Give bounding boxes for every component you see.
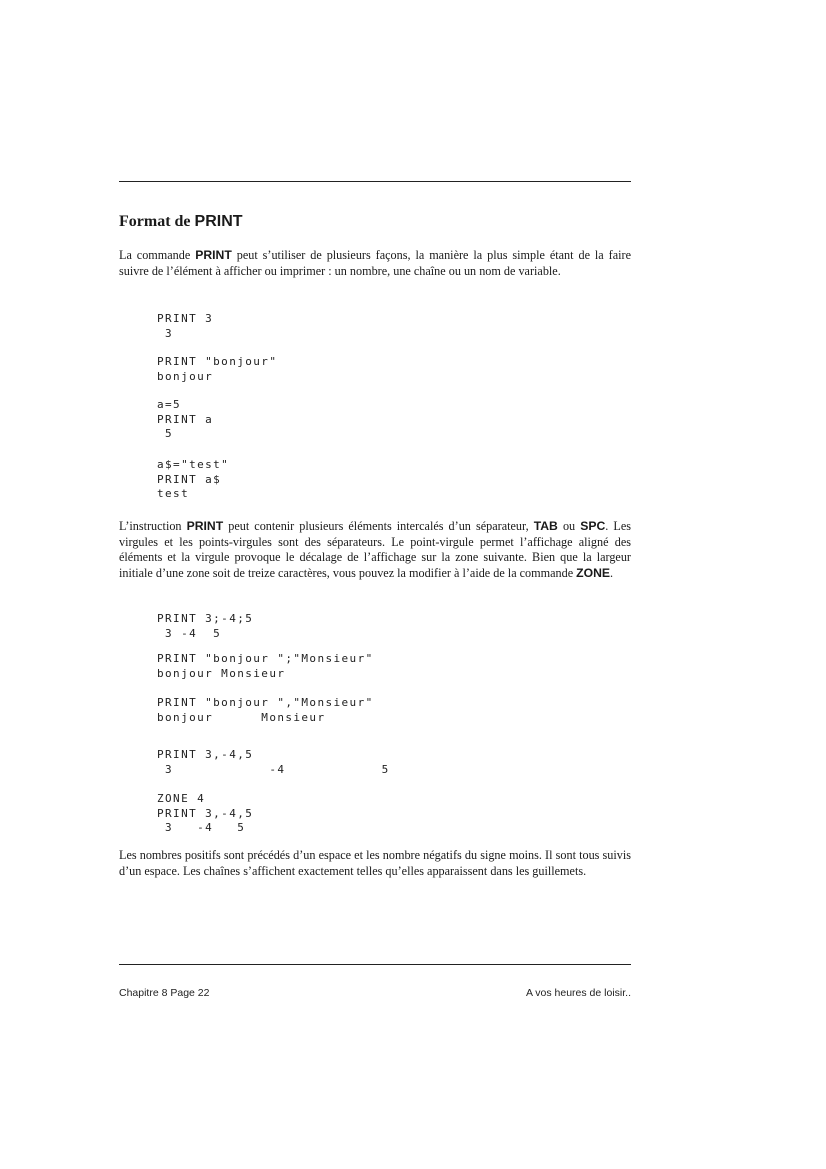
text-run: La commande bbox=[119, 248, 196, 262]
section-heading bbox=[119, 213, 243, 231]
code-line: a=5 bbox=[157, 398, 182, 411]
code-example bbox=[157, 355, 277, 384]
code-line: PRINT "bonjour" bbox=[157, 355, 278, 368]
keyword-print: PRINT bbox=[195, 248, 232, 262]
text-run: . Les virgules et les points-virgules sont des séparateurs. Le point-virgule permet l’affichage aligné des éléments et la virgule provoque le décalage de l’affichage sur la zone suivante. Bien que la largeur initiale d’une zone soit de treize caractères, vous pouvez la modifier à l’aide de la commande bbox=[119, 519, 632, 580]
code-output: 3 -4 5 bbox=[157, 762, 390, 776]
heading-keyword: PRINT bbox=[194, 213, 243, 230]
bottom-rule bbox=[119, 964, 631, 965]
text-run: . bbox=[610, 565, 614, 580]
footer-chapter-page: Chapitre 8 Page 22 bbox=[119, 987, 210, 999]
code-line: a$="test" bbox=[157, 458, 230, 471]
code-example bbox=[157, 458, 229, 502]
code-line: PRINT "bonjour ";"Monsieur" bbox=[157, 652, 374, 665]
text-run: peut s’utiliser de plusieurs façons, la manière la plus simple étant de la faire suivre de l’élément à afficher ou imprimer : un nombre, une chaîne ou un nom de variable. bbox=[119, 248, 631, 278]
text-run: L’instruction bbox=[119, 519, 187, 533]
closing-paragraph: Les nombres positifs sont précédés d’un espace et les nombre négatifs du signe moins. Il sont tous suivis d’un espace. Les chaînes s’affichent exactement telles qu’elles apparaissent dans les guillemets. bbox=[119, 848, 631, 878]
code-output: bonjour Monsieur bbox=[157, 710, 326, 724]
code-output: 5 bbox=[157, 427, 174, 440]
code-output: 3 -4 5 bbox=[157, 821, 246, 834]
separators-paragraph bbox=[119, 519, 631, 581]
intro-paragraph bbox=[119, 248, 631, 279]
text-run: peut contenir plusieurs éléments intercalés d’un séparateur, bbox=[223, 519, 534, 533]
code-output: 3 bbox=[157, 326, 174, 340]
footer-book-title: A vos heures de loisir.. bbox=[525, 987, 631, 999]
code-example bbox=[157, 652, 374, 681]
code-line: PRINT a bbox=[157, 412, 214, 426]
code-line: PRINT 3 bbox=[157, 312, 214, 325]
code-example bbox=[157, 312, 213, 341]
keyword-spc: SPC bbox=[580, 519, 606, 533]
code-line: PRINT a$ bbox=[157, 472, 222, 486]
code-line: PRINT "bonjour ","Monsieur" bbox=[157, 696, 374, 709]
keyword-zone: ZONE bbox=[576, 565, 611, 580]
code-output: 3 -4 5 bbox=[157, 626, 222, 640]
code-line: PRINT 3;-4;5 bbox=[157, 612, 254, 625]
code-line: ZONE 4 bbox=[157, 792, 206, 805]
code-output: bonjour Monsieur bbox=[157, 666, 286, 680]
code-line: PRINT 3,-4,5 bbox=[157, 806, 254, 820]
text-run: ou bbox=[557, 519, 581, 533]
code-output: bonjour bbox=[157, 369, 214, 383]
code-example bbox=[157, 792, 253, 836]
code-example bbox=[157, 696, 374, 725]
top-rule bbox=[119, 181, 631, 182]
code-line: PRINT 3,-4,5 bbox=[157, 748, 254, 761]
heading-prefix: Format de bbox=[119, 213, 195, 230]
code-example bbox=[157, 748, 390, 777]
keyword-print: PRINT bbox=[186, 519, 224, 533]
code-output: test bbox=[157, 487, 190, 500]
code-example bbox=[157, 398, 213, 442]
keyword-tab: TAB bbox=[533, 519, 558, 533]
code-example bbox=[157, 612, 253, 641]
